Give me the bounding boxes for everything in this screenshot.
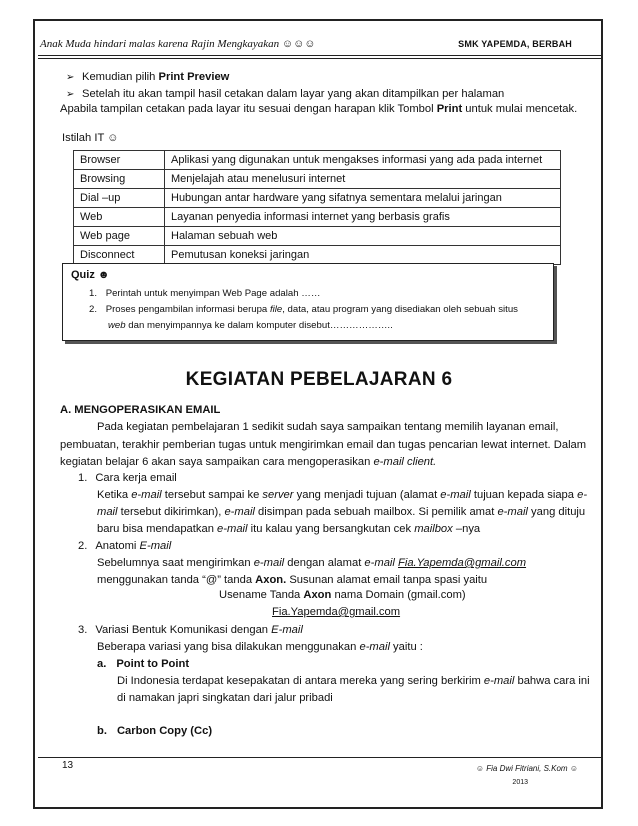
list-number: 1. [78, 472, 88, 484]
table-row [74, 227, 561, 246]
list-number: 3. [78, 624, 88, 636]
text: menggunakan tanda “@” tanda [97, 574, 256, 586]
text: Ketika [97, 489, 132, 501]
list-number: 2. [78, 540, 88, 552]
header-school: SMK YAPEMDA, BERBAH [458, 39, 572, 49]
list-number: 2. [89, 304, 98, 315]
italic-text: e-mail [364, 557, 395, 569]
text: tersebut dikirimkan), [117, 506, 225, 518]
header-divider [38, 55, 601, 59]
chapter-title: KEGIATAN PEBELAJARAN 6 [185, 369, 453, 390]
section-a-heading: A. MENGOPERASIKAN EMAIL [60, 404, 221, 416]
table-row [74, 170, 561, 189]
quiz-title: Quiz ☻ [71, 269, 110, 281]
bullet-text: Setelah itu akan tampil hasil cetakan dalam layar yang akan ditampilkan per halaman [82, 88, 505, 100]
page-number: 13 [62, 760, 74, 771]
list-number: 1. [89, 288, 98, 299]
definition-cell: Layanan penyedia informasi internet yang berbasis grafis [165, 208, 561, 227]
quiz-item-2 [89, 303, 518, 317]
sub-item-b-title [97, 723, 212, 740]
text: , data, atau program yang disediakan oleh sebuah situs [282, 304, 518, 315]
paragraph-line [97, 487, 587, 504]
text: Apabila tampilan cetakan pada layar itu sesuai dengan harapan klik Tombol [60, 103, 437, 115]
italic-text: e-mail [217, 523, 248, 535]
paragraph-line [219, 587, 466, 604]
list-item-1-title [78, 470, 177, 487]
header-motto: Anak Muda hindari malas karena Rajin Mengkayakan ☺☺☺ [40, 38, 316, 50]
quiz-question: Perintah untuk menyimpan Web Page adalah …… [105, 288, 321, 299]
paragraph-line [60, 454, 436, 471]
table-row [74, 189, 561, 208]
text: kegiatan belajar 6 akan saya sampaikan cara mengoperasikan [60, 456, 374, 468]
intro-bullet-2 [66, 88, 504, 100]
it-terms-table [73, 150, 561, 265]
text: baru bisa mendapatkan [97, 523, 218, 535]
term-cell: Disconnect [74, 246, 165, 265]
paragraph-line [97, 504, 585, 521]
paragraph-line: Pada kegiatan pembelajaran 1 sedikit sudah saya sampaikan tentang memilih layanan email, [97, 421, 559, 433]
definition-cell: Aplikasi yang digunakan untuk mengakses informasi yang ada pada internet [165, 151, 561, 170]
text: Susunan alamat email tanpa spasi yaitu [286, 574, 488, 586]
list-letter: a. [97, 658, 107, 670]
term-cell: Browser [74, 151, 165, 170]
intro-paragraph [60, 101, 577, 118]
text: tersebut sampai ke [161, 489, 263, 501]
quiz-item-1 [89, 287, 320, 301]
definition-cell: Menjelajah atau menelusuri internet [165, 170, 561, 189]
italic-text: E-mail [139, 540, 172, 552]
italic-text: server [262, 489, 294, 501]
paragraph-line: di namakan japri singkatan dari jalur pribadi [117, 692, 333, 704]
text: nama Domain (gmail.com) [331, 589, 466, 601]
footer-year: 2013 [512, 779, 528, 786]
text: dengan alamat [284, 557, 365, 569]
list-item-2-title [78, 538, 171, 555]
italic-text: e-mail [253, 557, 285, 569]
list-letter: b. [97, 725, 107, 737]
text: –nya [452, 523, 481, 535]
italic-text: e-mail [131, 489, 162, 501]
text: disimpan pada sebuah mailbox. Si pemilik amat [254, 506, 498, 518]
italic-text: e-mail client. [373, 456, 437, 468]
table-row [74, 246, 561, 265]
arrow-bullet-icon: ➢ [66, 89, 75, 100]
quiz-question [106, 304, 518, 315]
italic-text: e-mail [224, 506, 255, 518]
italic-text: e-mail [483, 675, 515, 687]
text: itu kalau yang bersangkutan cek [247, 523, 415, 535]
italic-text: e-mail [359, 641, 390, 653]
footer-divider [38, 757, 601, 758]
italic-text: e-mail [440, 489, 471, 501]
bold-text: Axon [303, 589, 332, 601]
definition-cell: Hubungan antar hardware yang sifatnya sementara melalui jaringan [165, 189, 561, 208]
italic-text: mail [97, 506, 118, 518]
list-title [95, 540, 171, 552]
email-link[interactable]: Fia.Yapemda@gmail.com [398, 557, 527, 569]
definition-cell: Halaman sebuah web [165, 227, 561, 246]
text: yang menjadi tujuan (alamat [293, 489, 441, 501]
paragraph-line [97, 639, 423, 656]
text: Variasi Bentuk Komunikasi dengan [95, 624, 272, 636]
text: yaitu : [389, 641, 423, 653]
paragraph-line: pembuatan, terakhir pemberian tugas untuk mengirimkan email dan tugas pencarian lewat internet. Dalam [60, 439, 587, 451]
italic-text: e- [577, 489, 588, 501]
author-credit: ☺ Fia Dwi Fitriani, S.Kom ☺ [475, 764, 578, 773]
text: Di Indonesia terdapat kesepakatan di antara mereka yang sering berkirim [117, 675, 484, 687]
istilah-heading: Istilah IT ☺ [62, 132, 119, 144]
bold-text: Axon. [255, 574, 287, 586]
text: yang dituju [527, 506, 586, 518]
text: dan menyimpannya ke dalam komputer disebut……………….. [125, 320, 393, 331]
term-cell: Web page [74, 227, 165, 246]
arrow-bullet-icon: ➢ [66, 72, 75, 83]
term-cell: Dial –up [74, 189, 165, 208]
text: Sebelumnya saat mengirimkan [97, 557, 254, 569]
text: bahwa cara ini [514, 675, 590, 687]
sub-item-a-title [97, 656, 189, 673]
italic-text: web [108, 320, 126, 331]
paragraph-line [97, 555, 526, 572]
list-title: Point to Point [116, 658, 190, 670]
intro-bullet-1 [66, 71, 229, 83]
text: tujuan kepada siapa [470, 489, 578, 501]
paragraph-line [97, 521, 480, 538]
page-header [40, 35, 600, 55]
text: Anatomi [95, 540, 140, 552]
italic-text: E-mail [271, 624, 303, 636]
list-item-3-title [78, 622, 303, 639]
term-cell: Web [74, 208, 165, 227]
term-cell: Browsing [74, 170, 165, 189]
email-example-link[interactable]: Fia.Yapemda@gmail.com [272, 606, 401, 618]
italic-text: file [269, 304, 283, 315]
bold-text: Print [436, 103, 463, 115]
list-title: Cara kerja email [95, 472, 177, 484]
quiz-item-2-cont [108, 319, 393, 333]
text: Usename Tanda [219, 589, 304, 601]
text: Proses pengambilan informasi berupa [105, 304, 270, 315]
italic-text: e-mail [497, 506, 528, 518]
list-title [95, 624, 303, 636]
table-row [74, 151, 561, 170]
definition-cell: Pemutusan koneksi jaringan [165, 246, 561, 265]
table-row [74, 208, 561, 227]
italic-text: mailbox [414, 523, 453, 535]
paragraph-line [117, 673, 590, 690]
list-title: Carbon Copy (Cc) [116, 725, 213, 737]
bullet-text: Kemudian pilih [82, 71, 159, 83]
text: untuk mulai mencetak. [462, 103, 578, 115]
bullet-bold-text: Print Preview [158, 71, 230, 83]
text: Beberapa variasi yang bisa dilakukan menggunakan [97, 641, 360, 653]
quiz-box [62, 263, 554, 341]
